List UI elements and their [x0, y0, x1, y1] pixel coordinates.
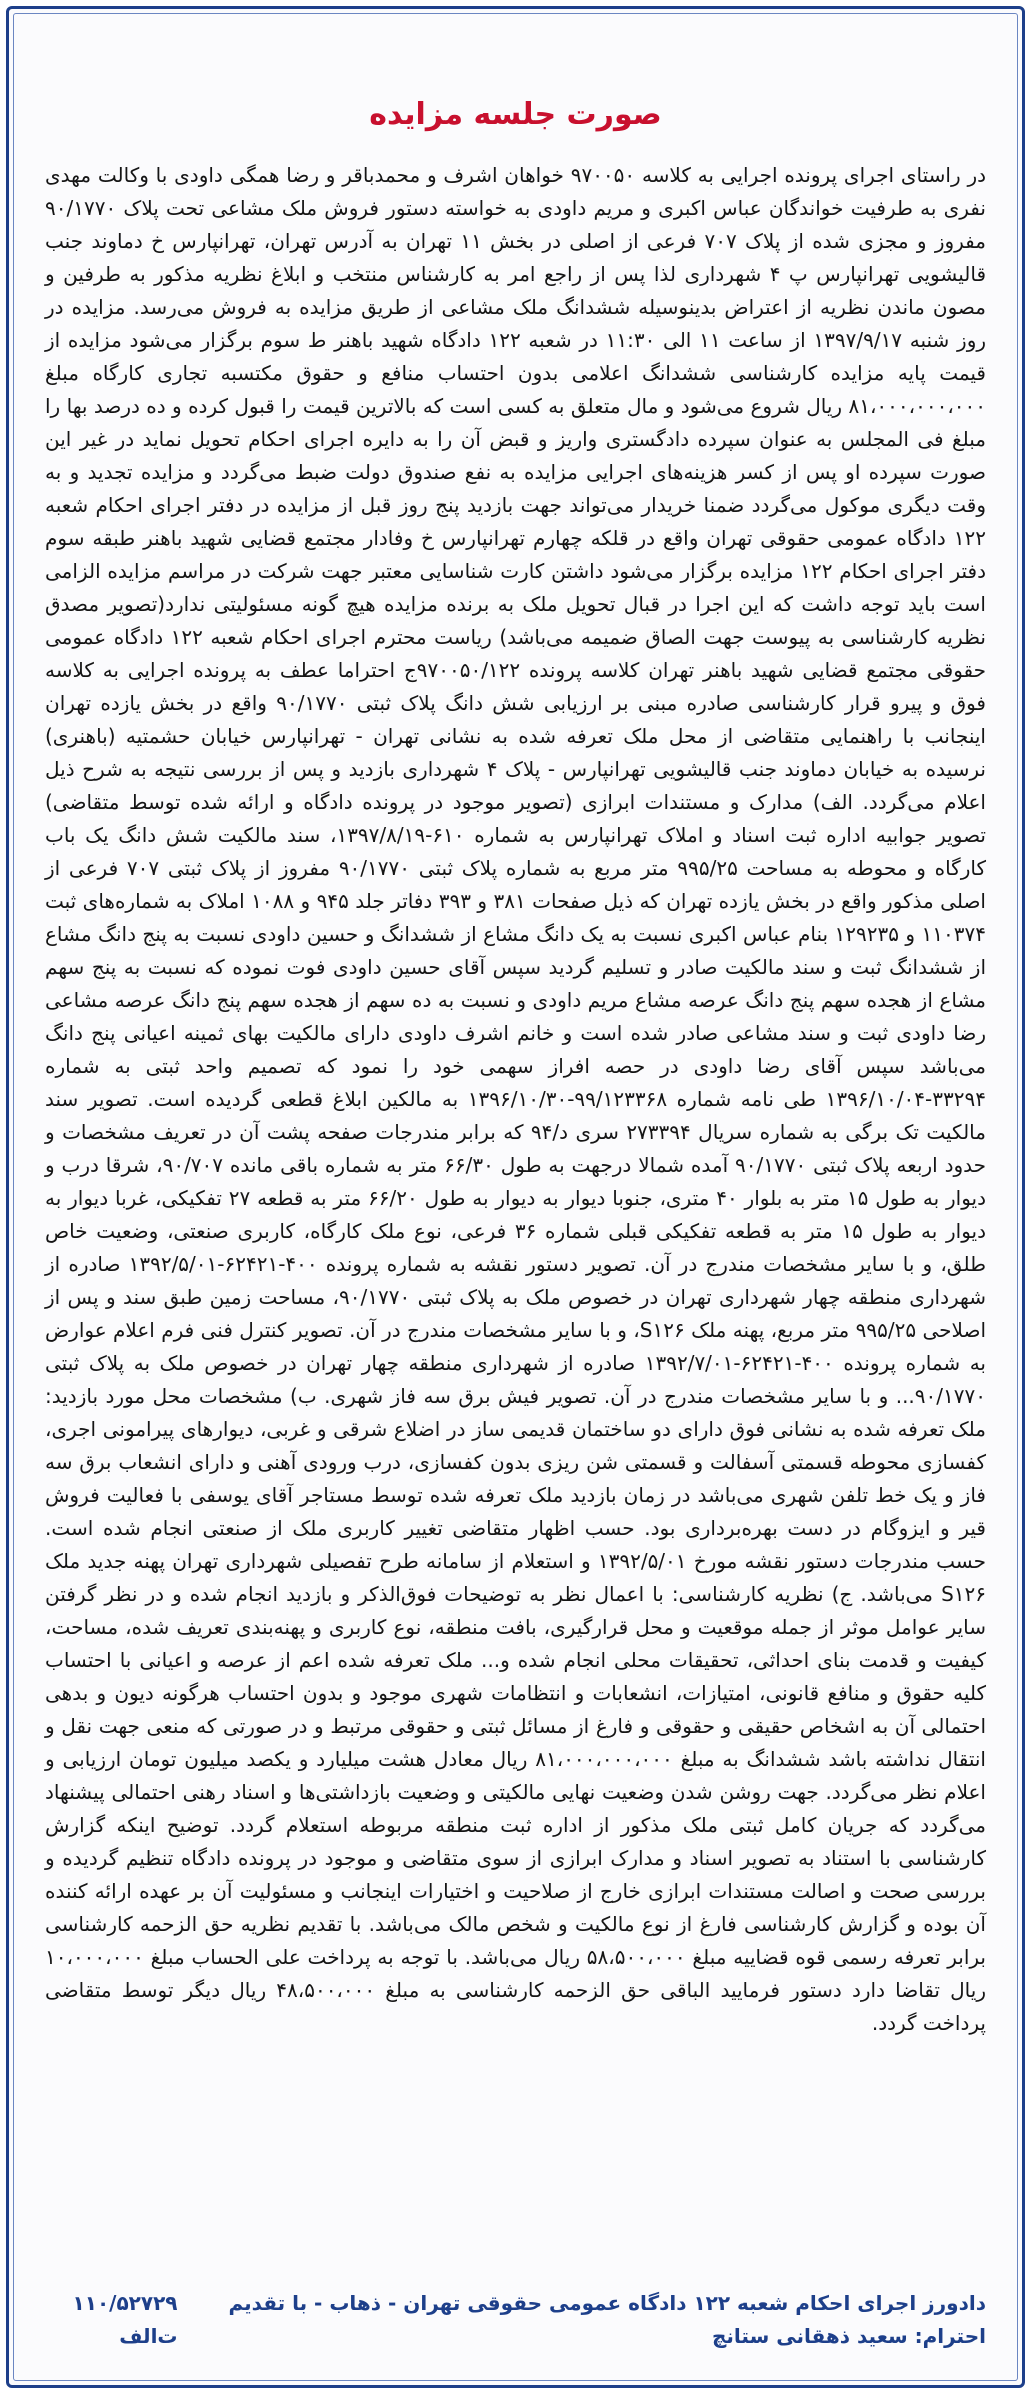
footer-row: [45, 2287, 986, 2353]
footer-reference-code: ۱۱۰/۵۲۷۲۹ ت‌الف: [72, 2291, 178, 2348]
notice-body: در راستای اجرای پرونده اجرایی به کلاسه ۹۷۰۰۵۰ خواهان اشرف و محمدباقر و رضا همگی داودی با وکالت مهدی نفری به طرفیت خواندگان عباس اکبری و مریم داودی به خواسته دستور فروش ملک مشاعی تحت پلاک ۹۰/۱۷۷۰ مفروز و مجزی شده از پلاک ۷۰۷ فرعی از اصلی در بخش ۱۱ تهران به آدرس تهران، تهرانپارس خ دماوند جنب قالیشویی تهرانپارس پ ۴ شهرداری لذا پس از راجع امر به کارشناس منتخب و ابلاغ نظریه مذکور به طرفین و مصون ماندن نظریه از اعتراض بدینوسیله ششدانگ ملک مشاعی از طریق مزایده به فروش می‌رسد. مزایده در روز شنبه ۱۳۹۷/۹/۱۷ از ساعت ۱۱ الی ۱۱:۳۰ در شعبه ۱۲۲ دادگاه شهید باهنر ط سوم برگزار می‌شود مزایده از قیمت پایه مزایده کارشناسی ششدانگ اعلامی بدون احتساب منافع و حقوق مکتسبه تجاری کارگاه مبلغ ۸۱،۰۰۰،۰۰۰،۰۰۰ ریال شروع می‌شود و مال متعلق به کسی است که بالاترین قیمت را قبول کرده و ده درصد بها را مبلغ فی المجلس به عنوان سپرده دادگستری واریز و قبض آن را به دایره اجرای احکام تحویل نماید در غیر این صورت سپرده او پس از کسر هزینه‌های اجرایی مزایده به نفع صندوق دولت ضبط می‌گردد و مزایده تجدید و به وقت دیگری موکول می‌گردد ضمنا خریدار می‌تواند جهت بازدید پنج روز قبل از مزایده در دفتر اجرای احکام شعبه ۱۲۲ دادگاه عمومی حقوقی تهران واقع در قلکه چهارم تهرانپارس خ وفادار مجتمع قضایی شهید باهنر طبقه سوم دفتر اجرای احکام ۱۲۲ مزایده برگزار می‌شود داشتن کارت شناسایی معتبر جهت شرکت در مراسم مزایده الزامی است باید توجه داشت که این اجرا در قبال تحویل ملک به برنده مزایده هیچ گونه مسئولیتی ندارد(تصویر مصدق نظریه کارشناسی به پیوست جهت الصاق ضمیمه می‌باشد) ریاست محترم اجرای احکام شعبه ۱۲۲ دادگاه عمومی حقوقی مجتمع قضایی شهید باهنر تهران کلاسه پرونده ۹۷۰۰۵۰/۱۲۲ج احتراما عطف به پرونده اجرایی به کلاسه فوق و پیرو قرار کارشناسی صادره مبنی بر ارزیابی شش دانگ پلاک ثبتی ۹۰/۱۷۷۰ واقع در بخش یازده تهران اینجانب با راهنمایی متقاضی از محل ملک تعرفه شده به نشانی تهران - تهرانپارس خیابان حشمتیه (باهنری) نرسیده به خیابان دماوند جنب قالیشویی تهرانپارس - پلاک ۴ شهرداری بازدید و پس از بررسی نتیجه به شرح ذیل اعلام می‌گردد. الف) مدارک و مستندات ابرازی (تصویر موجود در پرونده دادگاه و ارائه شده توسط متقاضی) تصویر جوابیه اداره ثبت اسناد و املاک تهرانپارس به شماره ۶۱۰-۱۳۹۷/۸/۱۹، سند مالکیت شش دانگ یک باب کارگاه و محوطه به مساحت ۹۹۵/۲۵ متر مربع به شماره پلاک ثبتی ۹۰/۱۷۷۰ مفروز از پلاک ثبتی ۷۰۷ فرعی از اصلی مذکور واقع در بخش یازده تهران که ذیل صفحات ۳۸۱ و ۳۹۳ دفاتر جلد ۹۴۵ و ۱۰۸۸ املاک به شماره‌های ثبت ۱۱۰۳۷۴ و ۱۲۹۲۳۵ بنام عباس اکبری نسبت به یک دانگ مشاع از ششدانگ و حسین داودی نسبت به پنج دانگ مشاع از ششدانگ ثبت و سند مالکیت صادر و تسلیم گردید سپس آقای حسین داودی فوت نموده که نسبت به پنج سهم مشاع از هجده سهم پنج دانگ عرصه مشاع مریم داودی و نسبت به ده سهم از هجده سهم پنج دانگ عرصه مشاعی رضا داودی ثبت و سند مشاعی صادر شده است و خانم اشرف داودی دارای مالکیت بهای ثمینه اعیانی پنج دانگ می‌باشد سپس آقای رضا داودی در حصه افراز سهمی خود را نمود که تصمیم واحد ثبتی به شماره ۳۳۲۹۴-۱۳۹۶/۱۰/۰۴ طی نامه شماره ۹۹/۱۲۳۳۶۸-۱۳۹۶/۱۰/۳۰ به مالکین ابلاغ قطعی گردیده است. تصویر سند مالکیت تک برگی به شماره سریال ۲۷۳۳۹۴ سری د/۹۴ که برابر مندرجات صفحه پشت آن در تعریف مشخصات و حدود اربعه پلاک ثبتی ۹۰/۱۷۷۰ آمده شمالا درجهت به طول ۶۶/۳۰ متر به شماره باقی مانده ۹۰/۷۰۷، شرقا درب و دیوار به طول ۱۵ متر به بلوار ۴۰ متری، جنوبا دیوار به دیوار به طول ۶۶/۲۰ متر به قطعه ۲۷ تفکیکی، غربا دیوار به دیوار به طول ۱۵ متر به قطعه تفکیکی قبلی شماره ۳۶ فرعی، نوع ملک کارگاه، کاربری صنعتی، وضعیت خاص طلق، و با سایر مشخصات مندرج در آن. تصویر دستور نقشه به شماره پرونده ۴۰۰-۶۲۴۲۱-۱۳۹۲/۵/۰۱ صادره از شهرداری منطقه چهار شهرداری تهران در خصوص ملک به پلاک ثبتی ۹۰/۱۷۷۰، مساحت زمین طبق سند و پس از اصلاحی ۹۹۵/۲۵ متر مربع، پهنه ملک S۱۲۶، و با سایر مشخصات مندرج در آن. تصویر کنترل فنی فرم اعلام عوارض به شماره پرونده ۴۰۰-۶۲۴۲۱-۱۳۹۲/۷/۰۱ صادره از شهرداری منطقه چهار تهران در خصوص ملک به پلاک ثبتی ۹۰/۱۷۷۰... و با سایر مشخصات مندرج در آن. تصویر فیش برق سه فاز شهری. ب) مشخصات محل مورد بازدید: ملک تعرفه شده به نشانی فوق دارای دو ساختمان قدیمی ساز در اضلاع شرقی و غربی، دیوارهای پیرامونی اجری، کفسازی محوطه قسمتی آسفالت و قسمتی شن ریزی بدون کفسازی، درب ورودی آهنی و دارای انشعاب برق سه فاز و یک خط تلفن شهری می‌باشد در زمان بازدید ملک تعرفه شده توسط مستاجر آقای یوسفی با فعالیت فروش قیر و ایزوگام در دست بهره‌برداری بود. حسب اظهار متقاضی تغییر کاربری ملک از صنعتی انجام شده است. حسب مندرجات دستور نقشه مورخ ۱۳۹۲/۵/۰۱ و استعلام از سامانه طرح تفصیلی شهرداری تهران پهنه جدید ملک S۱۲۶ می‌باشد. ج) نظریه کارشناسی: با اعمال نظر به توضیحات فوق‌الذکر و بازدید انجام شده و در نظر گرفتن سایر عوامل موثر از جمله موقعیت و محل قرارگیری، بافت منطقه، نوع کاربری و پهنه‌بندی تعریف شده، مساحت، کیفیت و قدمت بنای احداثی، تحقیقات محلی انجام شده و... ملک تعرفه شده اعم از عرصه و اعیانی با احتساب کلیه حقوق و منافع قانونی، امتیازات، انشعابات و انتظامات شهری موجود و بدون احتساب هرگونه دیون و بدهی احتمالی آن به اشخاص حقیقی و حقوقی و فارغ از مسائل ثبتی و حقوقی مرتبط و در صورتی که منعی جهت نقل و انتقال نداشته باشد ششدانگ به مبلغ ۸۱،۰۰۰،۰۰۰،۰۰۰ ریال معادل هشت میلیارد و یکصد میلیون تومان ارزیابی و اعلام نظر می‌گردد. جهت روشن شدن وضعیت نهایی مالکیتی و وضعیت بازداشتی‌ها و اسناد رهنی احتمالی پیشنهاد می‌گردد که جریان کامل ثبتی ملک مذکور از اداره ثبت منطقه مربوطه استعلام گردد. توضیح اینکه گزارش کارشناسی با استناد به تصویر اسناد و مدارک ابرازی از سوی متقاضی و موجود در پرونده دادگاه تنظیم گردیده و بررسی صحت و اصالت مستندات ابرازی خارج از صلاحیت و اختیارات اینجانب و مسئولیت آن بر عهده ارائه کننده آن بوده و گزارش کارشناسی فارغ از نوع مالکیت و شخص مالک می‌باشد. با تقدیم نظریه حق الزحمه کارشناسی برابر تعرفه رسمی قوه قضاییه مبلغ ۵۸،۵۰۰،۰۰۰ ریال می‌باشد. با توجه به پرداخت علی الحساب مبلغ ۱۰،۰۰۰،۰۰۰ ریال تقاضا دارد دستور فرمایید الباقی حق الزحمه کارشناسی به مبلغ ۴۸،۵۰۰،۰۰۰ ریال دیگر توسط متقاضی پرداخت گردد.: [45, 163, 987, 2035]
notice-title: صورت جلسه مزایده: [369, 97, 662, 132]
notice-frame: [6, 6, 1025, 2388]
footer-signature: دادورز اجرای احکام شعبه ۱۲۲ دادگاه عمومی حقوقی تهران - ذهاب - با تقدیم احترام: سعید ذهقانی ستانچ: [228, 2291, 986, 2348]
notice-footer: [45, 2287, 986, 2353]
